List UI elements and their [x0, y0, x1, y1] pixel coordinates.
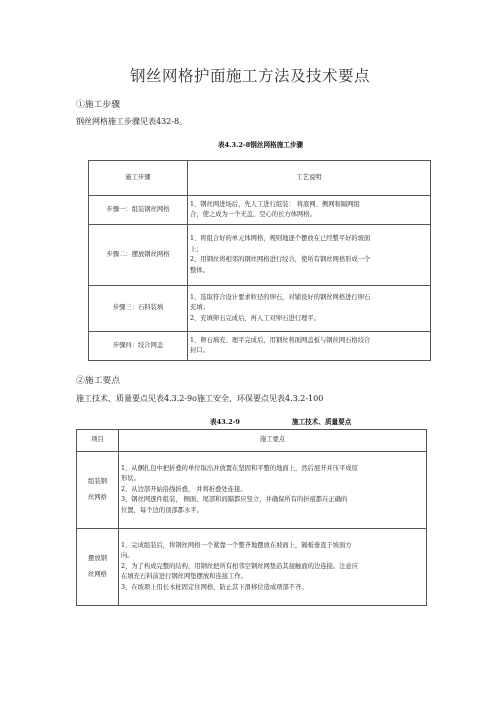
step-cell: 步骤二：摆放钢丝网格 — [89, 225, 188, 286]
description-cell: 1、钢丝网进场后，先人工进行组装： 将底网、侧网和隔网组 合，使之成为一个无盖、空心的长方体网格。 — [188, 196, 431, 225]
table-header-cell: 工艺说明 — [188, 161, 431, 196]
construction-steps-table — [88, 160, 431, 361]
description-cell: 1、将组合好的单元体网格，规则地逐个摆放在已经整平好的坡面 上； 2、用钢丝将相邻的钢丝网格进行绞合，使所有钢丝网格形成一个 整体。 — [188, 225, 431, 286]
table-header-cell: 施工步骤 — [89, 161, 188, 196]
item-cell: 摆放钢 丝网格 — [77, 529, 119, 606]
description-cell: 1、卵石填充、理平完成后，用钢丝将面网盖板与钢丝网石格绞合 封口。 — [188, 332, 431, 361]
document-title: 钢丝网格护面施工方法及技术要点 — [129, 67, 370, 85]
description-cell: 1、选取符合设计要求粒径的卵石，对铺设好的钢丝网格进行卵石 充填； 2、充填卵石完成后，再人工对卵石进行理平。 — [188, 286, 431, 332]
table-header-cell: 项目 — [77, 430, 119, 452]
table-row — [89, 332, 431, 361]
table-row — [89, 225, 431, 286]
technical-points-table — [76, 429, 427, 606]
table-row — [77, 529, 427, 606]
step-cell: 步骤四：绞合网盖 — [89, 332, 188, 361]
points-cell: 1、从捆扎包中把折叠的单位取出并放置在坚固和平整的地面上，然后展开并压平成原 形状。 2、从边部开始沿线折叠， 并将折叠处连接。 3、钢丝网逐件组装， 侧面、尾部和间隔都应竖立，并确保所有的折痕都在正确的 位置，每个边的顶部都水平。 — [119, 452, 427, 529]
table-header-cell: 施工要点 — [119, 430, 427, 452]
table-row — [89, 196, 431, 225]
table2-caption-text: 施工技术、质量要点 — [292, 418, 352, 426]
table-row — [77, 452, 427, 529]
table-row — [89, 286, 431, 332]
section2-heading: ②施工要点 — [76, 376, 120, 386]
table1-caption: 表4.3.2-8钢丝网格施工步骤 — [218, 141, 304, 149]
table-header-row — [89, 161, 431, 196]
table-header-row — [77, 430, 427, 452]
section1-heading: ①施工步骤 — [76, 100, 120, 110]
step-cell: 步骤三：石料装填 — [89, 286, 188, 332]
table2-caption-number: 表43.2-9 — [210, 418, 240, 426]
points-cell: 1、完成组装后，将钢丝网格一个紧靠一个整齐地摆放在坡面上，隔板垂直于坡面方 向。 2、为了构成完整的结构，用钢丝把所有相邻空钢丝网垫沿其接触面的边连接。注意应 在填充石料前进行钢丝网垫摆放和连接工作。 3、在坡项上用长木桩固定住网格，防止其下滑移位造成项部不齐。 — [119, 529, 427, 606]
item-cell: 组装钢 丝网格 — [77, 452, 119, 529]
section2-intro: 施工技术、质量要点见表4.3.2-9o施工安全、环保要点见表4.3.2-100 — [76, 394, 324, 403]
step-cell: 步骤一：组装钢丝网格 — [89, 196, 188, 225]
section1-intro: 钢丝网格施工步骤见表432-8。 — [76, 117, 188, 126]
